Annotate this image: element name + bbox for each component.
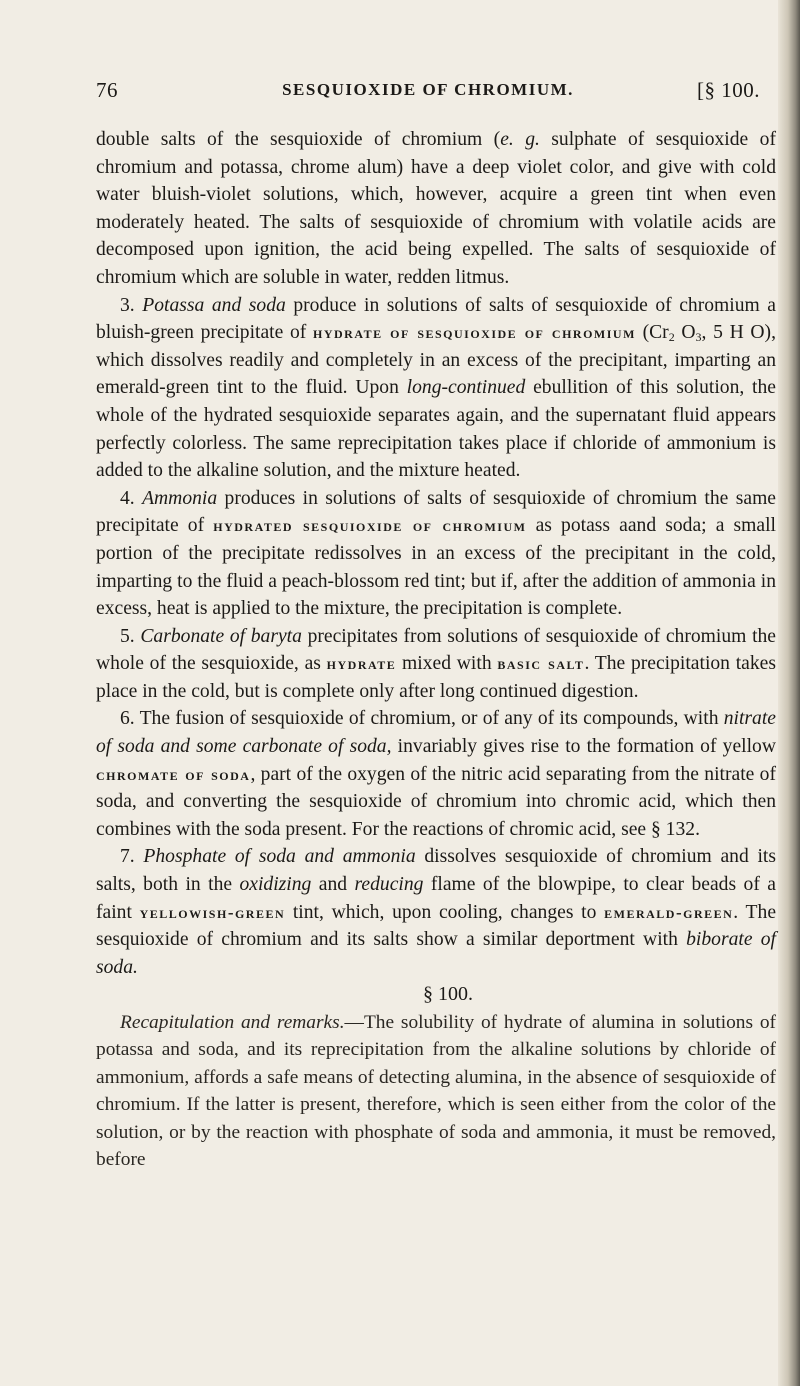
- reagent-name: Carbonate of baryta: [140, 625, 302, 647]
- running-title: SESQUIOXIDE OF CHROMIUM.: [282, 80, 574, 99]
- page-number: 76: [96, 78, 118, 102]
- recapitulation-paragraph: Recapitulation and remarks.—The solubility of hydrate of alumina in solutions of potassa and soda, and its reprecipitation from the alkaline solutions by chloride of ammonium, affords a safe means of detecting alumina, in the absence of sesquioxide of chromium. If the latter is present, therefore, which is seen either from the color of the solution, or by the reaction with phosphate of soda and ammonia, it must be removed, before: [96, 1012, 776, 1171]
- paragraph-7-phosphate: 7. Phosphate of soda and ammonia dissolves sesquioxide of chromium and its salts, both in the oxidizing and reducing flame of the blowpipe, to clear beads of a faint yellowish-green tint, which, upon cooling, changes to emerald-green. The sesquioxide of chromium and its salts show a similar deportment with biborate of soda.: [96, 846, 777, 978]
- section-reference: [§ 100.: [697, 78, 760, 102]
- page-body: [96, 126, 776, 1173]
- section-heading: § 100.: [423, 983, 473, 1006]
- paragraph-continued: double salts of the sesquioxide of chromium (e. g. sulphate of sesquioxide of chromium and potassa, chrome alum) have a deep violet color, and give with cold water bluish-violet solutions, which, however, acquire a green tint when even moderately heated. The salts of sesquioxide of chromium with volatile acids are decomposed upon ignition, the acid being expelled. The salts of sesquioxide of chromium which are soluble in water, redden litmus.: [96, 129, 776, 288]
- reagent-name: Phosphate of soda and ammonia: [143, 846, 416, 868]
- running-header: [96, 78, 760, 108]
- reagent-name: Ammonia: [142, 487, 218, 509]
- paragraph-3-potassa-soda: 3. Potassa and soda produce in solutions of salts of sesquioxide of chromium a bluish-green precipitate of hydrate of sesquioxide of chromium ($Cr_2$ $O_3$, 5 H O), which dissolves readily and completely in an excess of the precipitant, imparting an emerald-green tint to the fluid. Upon long-continued ebullition of this solution, the whole of the hydrated sesquioxide separates again, and the supernatant fluid appears perfectly colorless. The same reprecipitation takes place if chloride of ammonium is added to the alkaline solution, and the mixture heated.: [96, 294, 776, 482]
- page-edge-shadow: [778, 0, 800, 1386]
- recap-lead: Recapitulation and remarks.: [120, 1012, 345, 1033]
- paragraph-4-ammonia: 4. Ammonia produces in solutions of salts of sesquioxide of chromium the same precipitate of hydrated sesquioxide of chromium as potass aand soda; a small portion of the precipitate redissolves in an excess of the precipitant in the cold, imparting to the fluid a peach-blossom red tint; but if, after the addition of ammonia in excess, heat is applied to the mixture, the precipitation is complete.: [96, 487, 776, 620]
- paragraph-5-carbonate-baryta: 5. Carbonate of baryta precipitates from solutions of sesquioxide of chromium the whole of the sesquioxide, as hydrate mixed with basic salt. The precipitation takes place in the cold, but is complete only after long continued digestion.: [96, 625, 777, 702]
- reagent-name: Potassa and soda: [142, 294, 286, 316]
- paragraph-6-fusion: 6. The fusion of sesquioxide of chromium, or of any of its compounds, with nitrate of soda and some carbonate of soda, invariably gives rise to the formation of yellow chromate of soda, part of the oxygen of the nitric acid separating from the nitrate of soda, and converting the sesquioxide of chromium into chromic acid, which then combines with the soda present. For the reactions of chromic acid, see § 132.: [96, 708, 776, 840]
